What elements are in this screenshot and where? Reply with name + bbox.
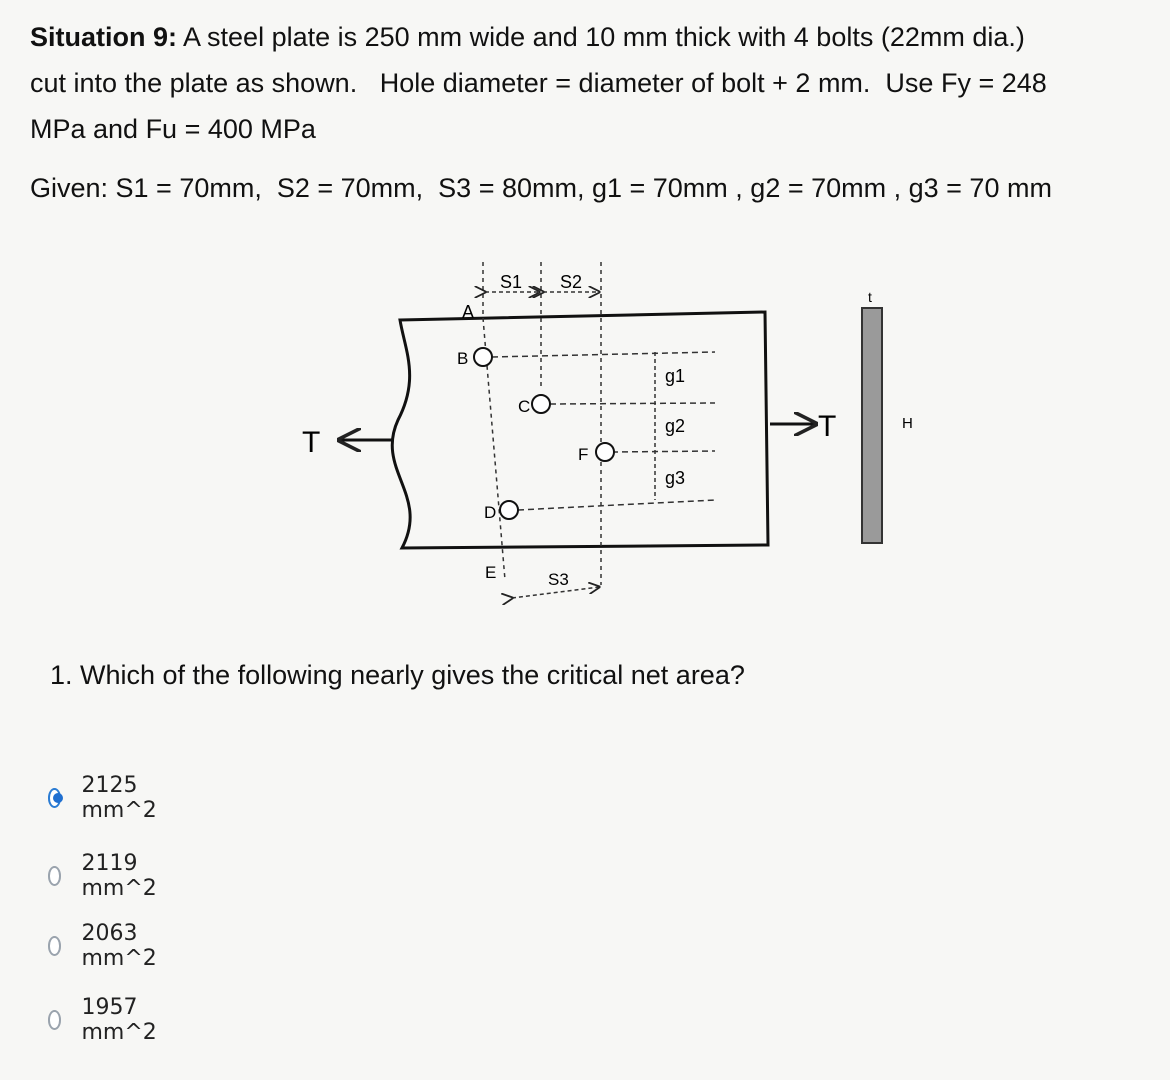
label-d: D xyxy=(484,503,497,522)
option-4-label: 1957 mm^2 xyxy=(81,995,157,1045)
radio-option-1[interactable] xyxy=(48,788,61,808)
hole-d xyxy=(500,501,518,519)
question-text: 1. Which of the following nearly gives the critical net area? xyxy=(50,660,745,690)
problem-line-3: MPa and Fu = 400 MPa xyxy=(30,114,316,144)
problem-text-1: A steel plate is 250 mm wide and 10 mm thick with 4 bolts (22mm dia.) xyxy=(177,22,1025,52)
label-h: H xyxy=(902,415,913,432)
problem-statement xyxy=(30,14,1150,152)
label-e: E xyxy=(485,563,497,582)
hole-f xyxy=(596,443,614,461)
label-t-left: T xyxy=(302,426,321,459)
problem-line-2: cut into the plate as shown. Hole diameter = diameter of bolt + 2 mm. Use Fy = 248 xyxy=(30,68,1047,98)
label-g1: g1 xyxy=(665,366,686,386)
situation-title: Situation 9: xyxy=(30,22,177,52)
option-3-label: 2063 mm^2 xyxy=(81,921,157,971)
label-g2: g2 xyxy=(665,416,686,436)
hole-b xyxy=(474,348,492,366)
label-s2: S2 xyxy=(560,272,583,292)
bolted-plate-diagram xyxy=(0,240,1170,620)
label-t-small: t xyxy=(868,289,872,305)
radio-option-4[interactable] xyxy=(48,1010,61,1030)
radio-option-2[interactable] xyxy=(48,866,61,886)
label-c: C xyxy=(518,397,531,416)
label-b: B xyxy=(457,349,469,368)
label-a: A xyxy=(462,302,475,322)
option-4[interactable] xyxy=(48,995,163,1045)
option-1[interactable] xyxy=(48,773,163,823)
label-s3: S3 xyxy=(548,570,569,589)
problem-line-1 xyxy=(30,14,1150,60)
radio-option-3[interactable] xyxy=(48,936,61,956)
given-values: Given: S1 = 70mm, S2 = 70mm, S3 = 80mm, g1 = 70mm , g2 = 70mm , g3 = 70 mm xyxy=(30,173,1052,203)
label-f: F xyxy=(578,445,589,464)
label-g3: g3 xyxy=(665,468,686,488)
plate-outline xyxy=(392,312,768,548)
option-2-label: 2119 mm^2 xyxy=(81,851,157,901)
plate-section xyxy=(862,308,882,543)
label-t-right: T xyxy=(818,410,837,443)
option-1-label: 2125 mm^2 xyxy=(81,773,157,823)
option-2[interactable] xyxy=(48,851,163,901)
hole-c xyxy=(532,395,550,413)
option-3[interactable] xyxy=(48,921,163,971)
label-s1: S1 xyxy=(500,272,523,292)
